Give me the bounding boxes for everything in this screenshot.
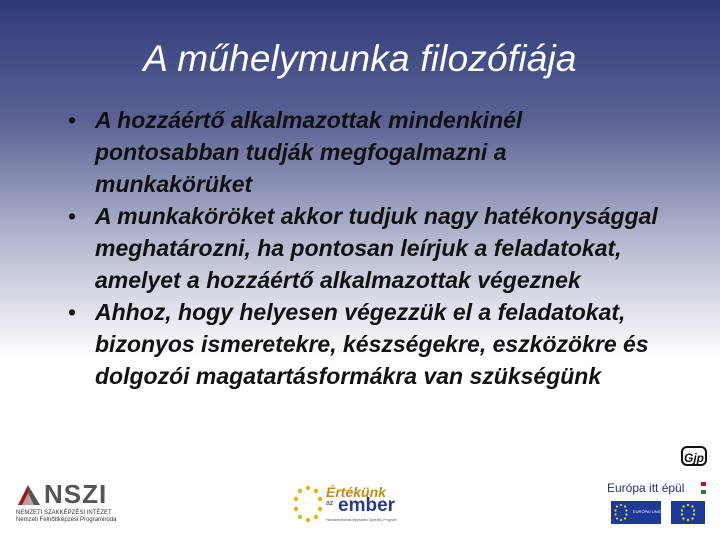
ertekunk-az-ember-logo: [292, 484, 412, 528]
bullet-marker: •: [68, 299, 77, 325]
bullet-text: A munkaköröket akkor tudjuk nagy hatékonysággal meghatározni, ha pontosan leírjuk a feladatokat, amelyet a hozzáértő alkalmazottak végeznek: [95, 203, 658, 293]
eu-stars-icon: [671, 501, 705, 524]
bullet-marker: •: [68, 107, 77, 133]
nszi-subtitle-line2: Nemzeti Felnőttképzési Programiroda: [16, 517, 117, 523]
eu-flag-icon: [671, 501, 705, 524]
nszi-name: NSZI: [44, 479, 108, 509]
eu-slogan: Európa itt épül: [607, 481, 685, 495]
bullet-item: [62, 296, 662, 392]
bullet-text: A hozzáértő alkalmazottak mindenkinél pontosabban tudják megfogalmazni a munkakörüket: [95, 107, 523, 197]
bullet-marker: •: [68, 203, 77, 229]
eu-flag-label: EURÓPAI UNIÓ: [633, 509, 662, 514]
bullet-text: Ahhoz, hogy helyesen végezzük el a feladatokat, bizonyos ismeretekre, készségekre, eszközökre és dolgozói magatartásformákra van szükségünk: [95, 299, 649, 389]
nszi-subtitle: [16, 510, 141, 524]
ember-az: az: [326, 500, 334, 507]
eu-logo-block: [605, 479, 715, 527]
nszi-mark-icon: [16, 483, 42, 507]
bullet-list: [62, 104, 662, 392]
bullet-item: [62, 200, 662, 296]
ember-subtitle: Humánerőforrás-fejlesztési Operatív Program: [326, 518, 397, 522]
bullet-item: [62, 104, 662, 200]
nszi-subtitle-line1: NEMZETI SZAKKÉPZÉSI INTÉZET: [16, 510, 112, 516]
corner-logo-icon: Gjp: [681, 446, 707, 466]
eu-stars-icon: [611, 501, 631, 524]
ember-line1: Értékünk: [326, 484, 386, 500]
hungary-flag-icon: [701, 482, 706, 494]
ember-line2: ember: [338, 495, 396, 516]
slide-title: A műhelymunka filozófiája: [143, 38, 577, 79]
nszi-logo: [16, 481, 136, 529]
eu-flag-icon: [611, 501, 661, 524]
star-circle-icon: [292, 484, 324, 524]
